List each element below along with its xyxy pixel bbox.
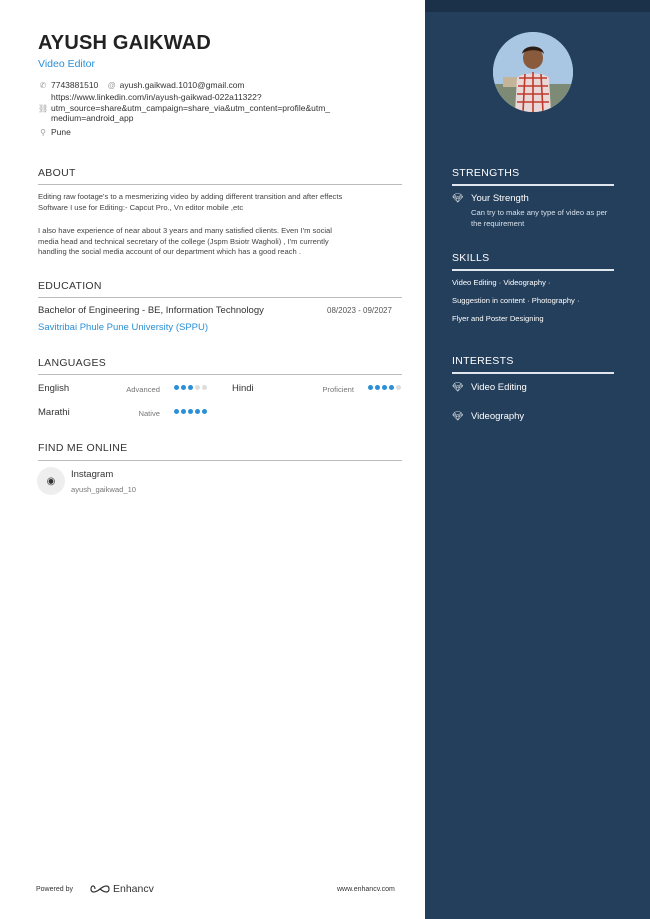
about-paragraph-1 (38, 192, 402, 213)
proficiency-dot (181, 385, 186, 390)
location-pin-icon: ⚲ (40, 128, 46, 137)
skills-line: Flyer and Poster Designing (452, 314, 544, 323)
skills-line: Video Editing · Videography · (452, 278, 551, 287)
at-icon: @ (107, 81, 116, 90)
linkedin-link-line2[interactable]: utm_source=share&utm_campaign=share_via&utm_content=profile&utm_ (51, 103, 331, 113)
phone-icon: ✆ (39, 81, 47, 90)
profile-photo (493, 32, 573, 112)
strengths-divider (452, 184, 614, 186)
candidate-name: AYUSH GAIKWAD (38, 32, 211, 54)
language-name: Marathi (38, 407, 70, 418)
language-level: Proficient (322, 385, 354, 394)
language-level: Advanced (126, 385, 160, 394)
education-school[interactable]: Savitribai Phule Pune University (SPPU) (38, 322, 209, 333)
sidebar-top-band (425, 0, 650, 12)
about-title: ABOUT (38, 167, 76, 179)
enhancv-brand: Enhancv (113, 883, 154, 895)
diamond-icon: 💎︎ (452, 382, 464, 392)
link-icon: ⛓ (38, 104, 49, 113)
about-p1-line1: Editing raw footage's to a mesmerizing video by adding different transition and after effects (38, 192, 343, 201)
proficiency-dot (195, 409, 200, 414)
proficiency-dot (181, 409, 186, 414)
languages-divider (38, 374, 402, 375)
online-divider (38, 460, 402, 461)
instagram-icon[interactable]: ◉ (37, 467, 65, 495)
proficiency-dot (188, 385, 193, 390)
footer-powered-by: Powered by (36, 886, 73, 893)
proficiency-dot (195, 385, 200, 390)
linkedin-link-line3[interactable]: medium=android_app (51, 113, 134, 123)
location-row (38, 127, 71, 138)
proficiency-dot (202, 409, 207, 414)
phone-number[interactable]: 7743881510 (51, 80, 99, 90)
linkedin-link-line1[interactable]: https://www.linkedin.com/in/ayush-gaikwad-022a11322? (51, 92, 262, 102)
language-name: Hindi (232, 383, 254, 394)
strength-description: Can try to make any type of video as per the requirement (471, 208, 608, 228)
infinity-icon (90, 884, 110, 894)
skills-title: SKILLS (452, 252, 490, 264)
languages-title: LANGUAGES (38, 357, 107, 369)
education-title: EDUCATION (38, 280, 102, 292)
interests-divider (452, 372, 614, 374)
education-divider (38, 297, 402, 298)
about-divider (38, 184, 402, 185)
proficiency-dot (174, 385, 179, 390)
social-handle[interactable]: ayush_gaikwad_10 (71, 485, 137, 494)
skills-divider (452, 269, 614, 271)
about-p1-line2: Software I use for Editing:- Capcut Pro., Vn editor mobile ,etc (38, 202, 244, 212)
proficiency-dot (188, 409, 193, 414)
interest-item (452, 411, 524, 422)
language-dots (174, 385, 207, 390)
language-dots (368, 385, 401, 390)
strength-name: Your Strength (471, 193, 529, 204)
strength-item (452, 193, 529, 204)
proficiency-dot (382, 385, 387, 390)
enhancv-logo[interactable] (90, 883, 154, 895)
about-paragraph-2 (38, 226, 402, 258)
language-name: English (38, 383, 70, 394)
social-network-name[interactable]: Instagram (71, 469, 114, 480)
about-p2-line1: I also have experience of near about 3 years and many satisfied clients. Even I'm social (38, 226, 332, 235)
education-dates: 08/2023 - 09/2027 (327, 306, 392, 315)
language-level: Native (138, 409, 160, 418)
candidate-role: Video Editor (38, 58, 96, 70)
proficiency-dot (368, 385, 373, 390)
about-p2-line3: handling the social media account of our department which has a good reach . (38, 247, 301, 256)
strengths-title: STRENGTHS (452, 167, 520, 179)
proficiency-dot (202, 385, 207, 390)
proficiency-dot (375, 385, 380, 390)
proficiency-dot (174, 409, 179, 414)
interest-item (452, 382, 527, 393)
contact-row (38, 80, 245, 91)
diamond-icon: 💎︎ (452, 193, 464, 203)
interest-name: Video Editing (471, 382, 527, 393)
about-p2-line2: media head and technical secretary of the college (Jspm Bsiotr Wagholi) , I'm currently (38, 236, 329, 246)
interests-title: INTERESTS (452, 355, 514, 367)
education-degree: Bachelor of Engineering - BE, Information Technology (38, 305, 264, 316)
diamond-icon: 💎︎ (452, 411, 464, 421)
interest-name: Videography (471, 411, 525, 422)
proficiency-dot (396, 385, 401, 390)
location-text: Pune (51, 127, 71, 137)
proficiency-dot (389, 385, 394, 390)
online-title: FIND ME ONLINE (38, 442, 128, 454)
language-dots (174, 409, 207, 414)
skills-line: Suggestion in content · Photography · (452, 296, 580, 305)
sidebar (425, 0, 650, 919)
email-link[interactable]: ayush.gaikwad.1010@gmail.com (119, 80, 245, 90)
footer-url[interactable]: www.enhancv.com (337, 886, 395, 893)
avatar (493, 32, 573, 112)
